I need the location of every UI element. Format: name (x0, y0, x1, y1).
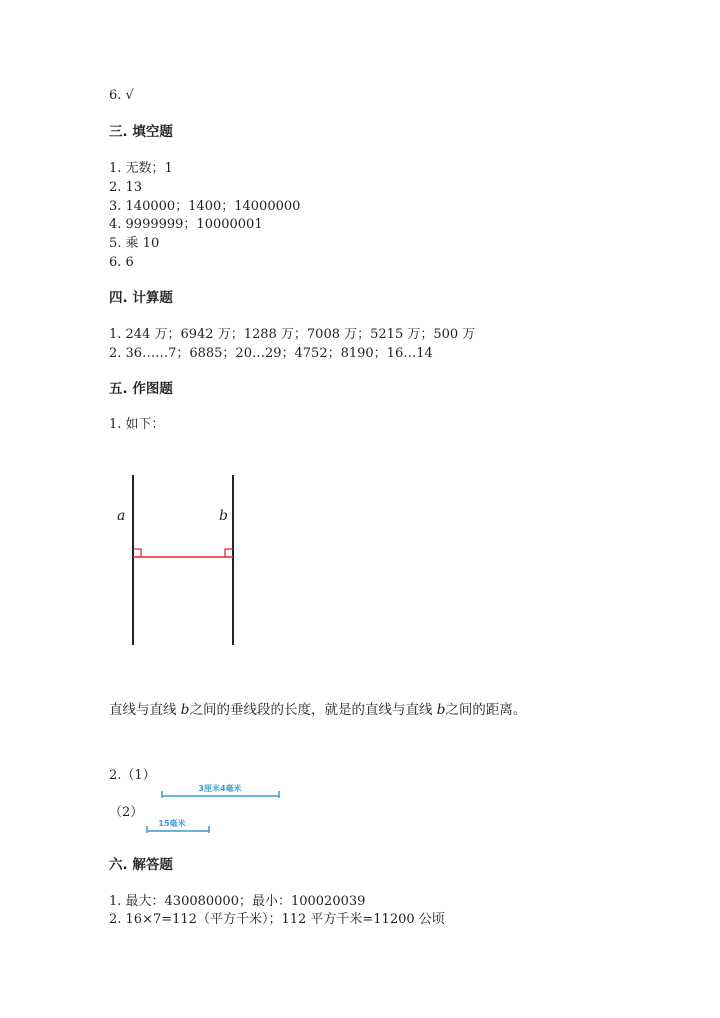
section3-item-3: 3. 140000；1400；14000000 (109, 199, 301, 214)
section3-item-5: 5. 乘 10 (109, 236, 160, 251)
section4-item-1: 1. 244 万；6942 万；1288 万；7008 万；5215 万；500 万 (109, 327, 476, 342)
section5-item-2-sub: （2） (109, 805, 144, 820)
section6-heading: 六. 解答题 (109, 857, 173, 873)
section3-item-2: 2. 13 (109, 180, 143, 195)
section6-item-1: 1. 最大：430080000；最小：100020039 (109, 894, 366, 909)
section5-heading: 五. 作图题 (109, 381, 173, 397)
section5-item-1: 1. 如下： (109, 417, 165, 432)
label-a: a (117, 508, 126, 524)
section3-heading: 三. 填空题 (109, 124, 173, 140)
section5-item-2: 2.（1） (109, 768, 156, 783)
distance-sentence: 直线与直线 b之间的垂线段的长度，就是的直线与直线 b之间的距离。 (109, 702, 527, 718)
section3-item-6: 6. 6 (109, 255, 134, 270)
right-angle-mark-b (225, 549, 233, 557)
label-b: b (219, 508, 228, 524)
right-angle-mark-a (133, 549, 141, 557)
section4-heading: 四. 计算题 (109, 290, 173, 306)
section3-item-1: 1. 无数；1 (109, 161, 173, 176)
section3-item-4: 4. 9999999；10000001 (109, 217, 263, 232)
segment-1-label: 3厘米4毫米 (198, 784, 242, 793)
segment-2-label: 15毫米 (158, 819, 186, 828)
section4-item-2: 2. 36……7；6885；20…29；4752；8190；16…14 (109, 346, 433, 361)
answer-6: 6. √ (109, 88, 134, 103)
section6-item-2: 2. 16×7=112（平方千米）；112 平方千米=11200 公顷 (109, 912, 445, 927)
